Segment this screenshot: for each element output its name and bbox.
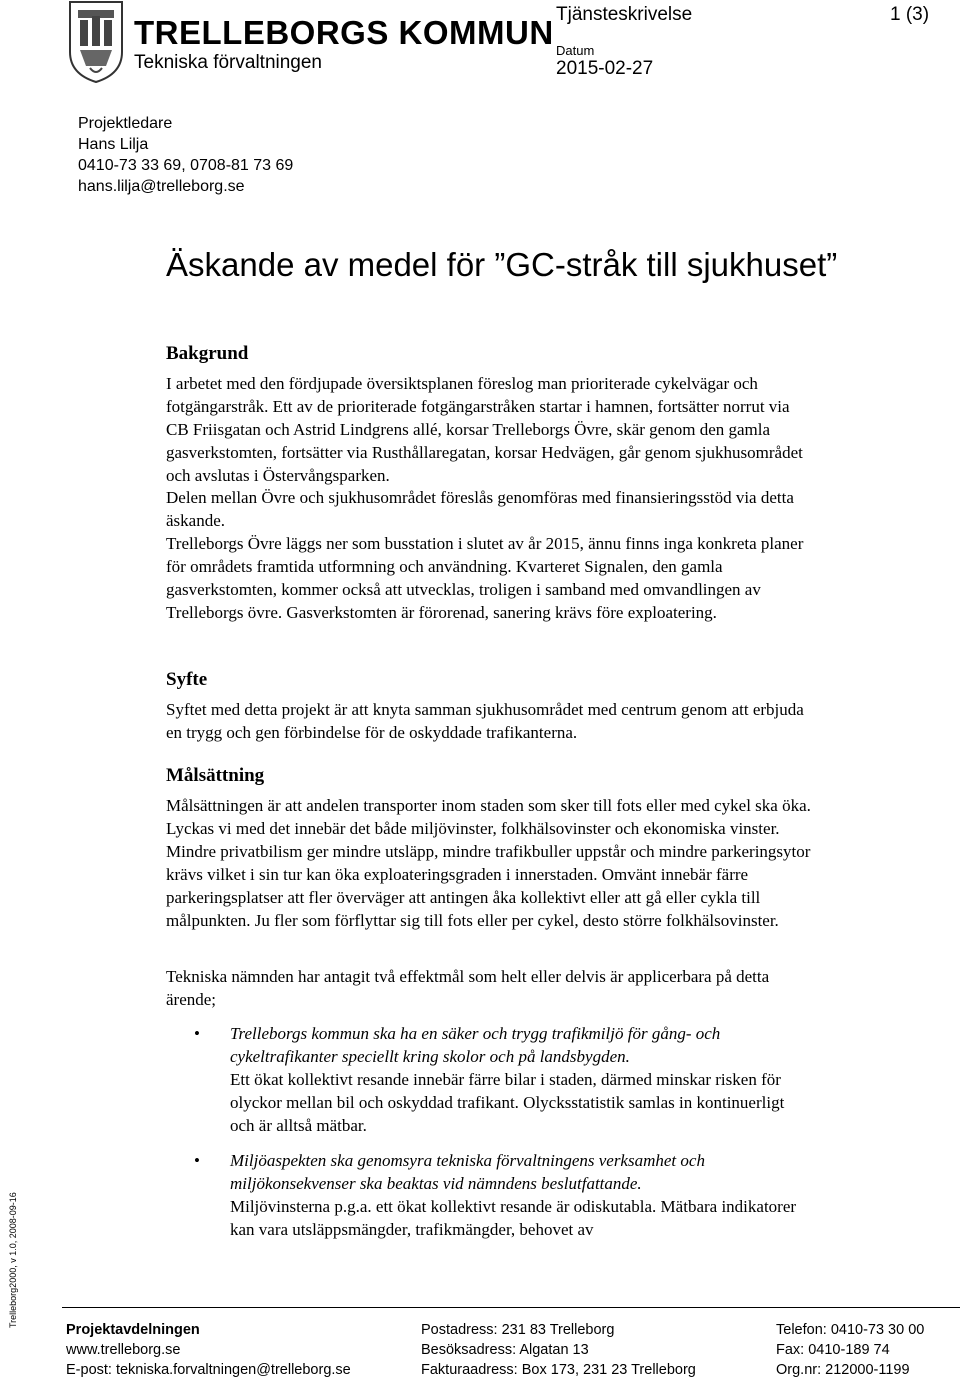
background-text-3: Trelleborgs Övre läggs ner som busstation i slutet av år 2015, ännu finns inga konkreta planer för områdets framtida utformning och användning. Kvarteret Signalen, den gamla gasverkstomten, kommer också att utvecklas, troligen i samband med omvandlingen av Trelleborgs övre. Gasverkstomten är förorenad, sanering krävs före exploatering. [166, 534, 804, 622]
purpose-heading: Syfte [166, 669, 208, 690]
document-title: Äskande av medel för ”GC-stråk till sjukhuset” [166, 246, 838, 283]
purpose-text: Syftet med detta projekt är att knyta samman sjukhusområdet med centrum genom att erbjuda en trygg och gen förbindelse för de oskyddade trafikanterna. [166, 700, 804, 742]
footer-postal-address: Postadress: 231 83 Trelleborg [421, 1322, 615, 1338]
goal-2-text: Miljövinsterna p.g.a. ett ökat kollektivt resande är odiskutabla. Mätbara indikatorer kan vara utsläppsmängder, trafikmängder, behovet av [230, 1197, 797, 1239]
contact-email[interactable]: hans.lilja@trelleborg.se [78, 178, 245, 195]
footer-phone: Telefon: 0410-73 30 00 [776, 1322, 925, 1338]
footer-column-department [66, 1320, 351, 1380]
background-text-2: Delen mellan Övre och sjukhusområdet föreslås genomföras med finansieringsstöd via detta äskande. [166, 488, 794, 530]
footer-email[interactable]: E-post: tekniska.forvaltningen@trelleborg.se [66, 1362, 351, 1378]
goal-1-italic: Trelleborgs kommun ska ha en säker och trygg trafikmiljö för gång- och cykeltrafikanter speciellt kring skolor och på landsbygden. [230, 1024, 721, 1066]
page-number: 1 (3) [890, 4, 930, 25]
department-name: Tekniska förvaltningen [134, 52, 322, 73]
template-version-note: Trelleborg2000, v 1.0, 2008-09-16 [8, 1192, 18, 1328]
goal-text-2: Tekniska nämnden har antagit två effektmål som helt eller delvis är applicerbara på detta ärende; [166, 967, 770, 1009]
goal-1-text: Ett ökat kollektivt resande innebär färre bilar i staden, därmed minskar risken för olyckor mellan bil och oskyddad trafikant. Olycksstatistik samlas in kontinuerligt och är alltså mätbar. [230, 1070, 785, 1135]
goal-heading: Målsättning [166, 765, 265, 786]
contact-block [78, 113, 293, 197]
document-type: Tjänsteskrivelse [556, 4, 693, 25]
goal-2-italic: Miljöaspekten ska genomsyra tekniska förvaltningens verksamhet och miljökonsekvenser ska beaktas vid nämndens beslutfattande. [230, 1151, 705, 1193]
list-item [166, 1149, 806, 1241]
footer-website[interactable]: www.trelleborg.se [66, 1342, 181, 1358]
footer-visiting-address: Besöksadress: Algatan 13 [421, 1342, 589, 1358]
list-item [166, 1022, 806, 1137]
bullet-icon: • [194, 1024, 200, 1043]
footer-org-number: Org.nr: 212000-1199 [776, 1362, 910, 1378]
contact-phone: 0410-73 33 69, 0708-81 73 69 [78, 157, 294, 174]
background-text: I arbetet med den fördjupade översiktsplanen föreslog man prioriterade cykelvägar och fotgängarstråk. Ett av de prioriterade fotgängarstråken startar i hamnen, fortsätter norrut via CB Friisgatan och Astrid Lindgrens allé, korsar Trelleborgs Övre, skär genom den gamla gasverkstomten, fortsätter via Rusthållaregatan, korsar Hedvägen, går genom sjukhusområdet och avslutas i Östervångsparken. [166, 374, 803, 485]
bullet-icon: • [194, 1151, 200, 1170]
municipality-logo [66, 0, 554, 84]
contact-role: Projektledare [78, 115, 173, 132]
effect-goals-list [166, 1022, 806, 1253]
footer-column-contact [776, 1320, 924, 1380]
footer-column-addresses [421, 1320, 696, 1380]
footer-fax: Fax: 0410-189 74 [776, 1342, 890, 1358]
footer-department: Projektavdelningen [66, 1322, 200, 1338]
date-label: Datum [556, 43, 595, 58]
contact-name: Hans Lilja [78, 136, 149, 153]
date-value: 2015-02-27 [556, 58, 654, 79]
footer-divider [62, 1307, 960, 1308]
background-heading: Bakgrund [166, 343, 249, 364]
footer-billing-address: Fakturaadress: Box 173, 231 23 Trelleborg [421, 1362, 696, 1378]
goal-text: Målsättningen är att andelen transporter inom staden som sker till fots eller med cykel ska öka. Lyckas vi med det innebär det både miljövinster, folkhälsovinster och ekonomiska vinster. Mindre privatbilism ger mindre utsläpp, mindre trafikbuller uppstår och mindre parkeringsytor krävs vilket i sin tur kan öka exploateringsgraden i innerstaden. Omvänt innebär färre parkeringsplatser att fler överväger att antingen åka kollektivt eller att gå eller cykla till målpunkten. Ju fler som förflyttar sig till fots eller per cykel, desto större folkhälsovinster. [166, 796, 811, 930]
org-name: TRELLEBORGS KOMMUN [134, 14, 554, 51]
